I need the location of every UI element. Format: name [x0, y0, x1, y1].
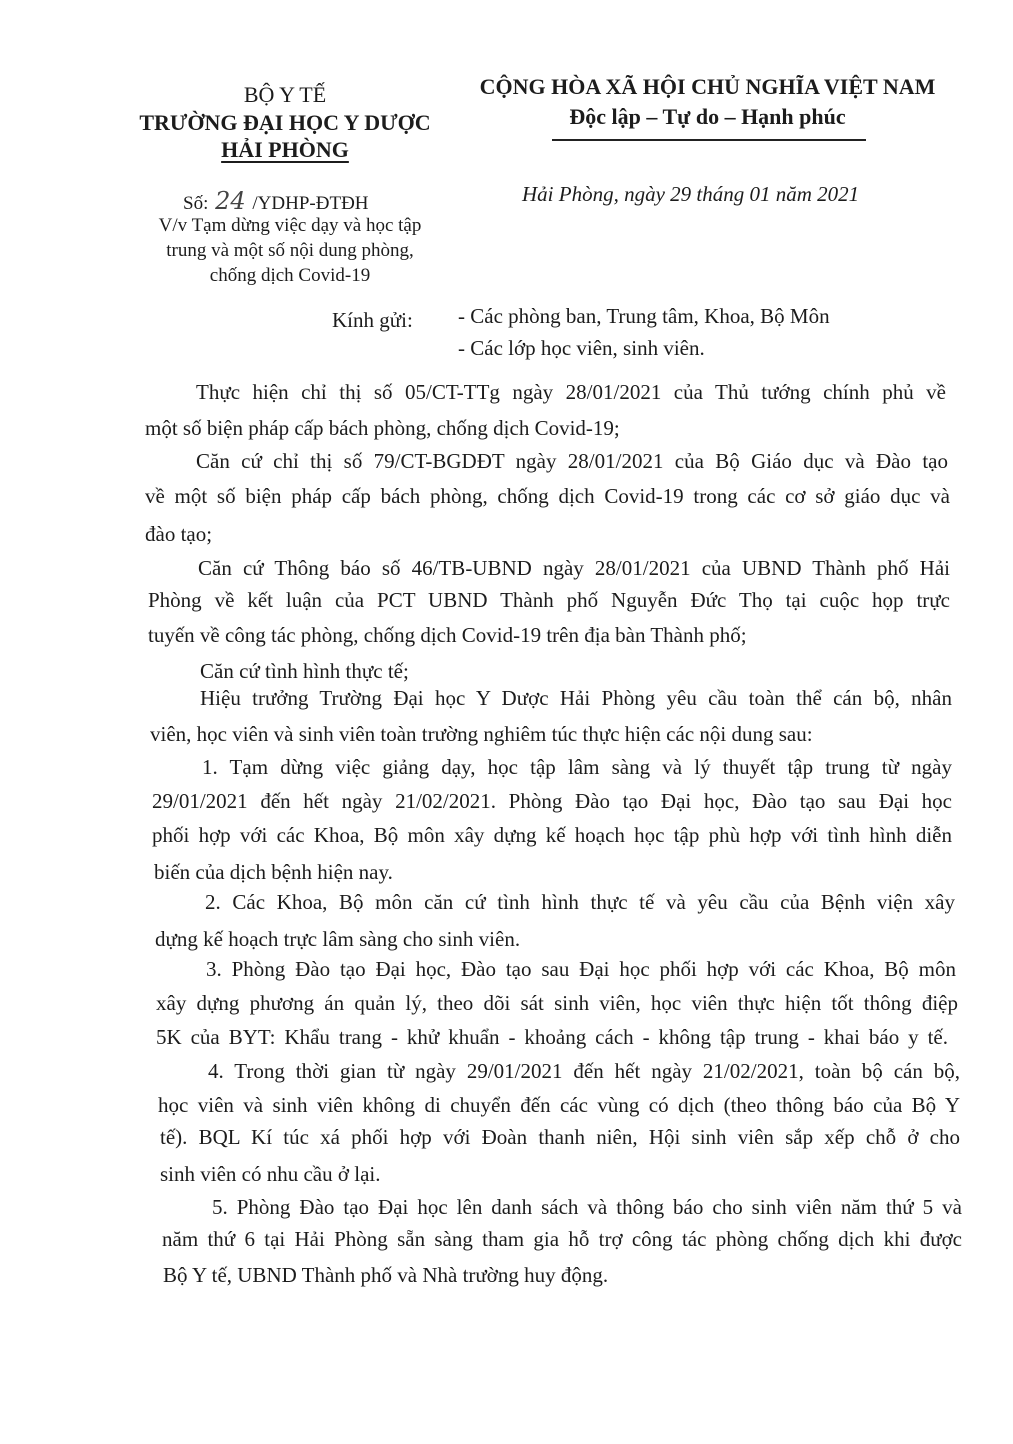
recipients-label: Kính gửi:: [332, 308, 413, 332]
body-line: Căn cứ tình hình thực tế;: [200, 659, 409, 683]
body-line: 1. Tạm dừng việc giảng dạy, học tập lâm sàng và lý thuyết tập trung từ ngày: [202, 755, 952, 779]
subject-line: V/v Tạm dừng việc dạy và học tập: [158, 215, 422, 236]
body-line: 2. Các Khoa, Bộ môn căn cứ tình hình thực tế và yêu cầu của Bệnh viện xây: [205, 890, 955, 914]
body-line: Thực hiện chỉ thị số 05/CT-TTg ngày 28/01/2021 của Thủ tướng chính phủ về: [196, 380, 946, 404]
number-handwritten: 24: [215, 187, 246, 215]
body-line: Hiệu trưởng Trường Đại học Y Dược Hải Phòng yêu cầu toàn thể cán bộ, nhân: [200, 686, 952, 710]
subject-line: chống dịch Covid-19: [209, 265, 371, 286]
body-line: tế). BQL Kí túc xá phối hợp với Đoàn thanh niên, Hội sinh viên sắp xếp chỗ ở cho: [160, 1125, 960, 1149]
recipient-item: - Các lớp học viên, sinh viên.: [458, 336, 705, 360]
body-line: viên, học viên và sinh viên toàn trường nghiêm túc thực hiện các nội dung sau:: [150, 722, 813, 746]
number-prefix: Số:: [183, 193, 209, 214]
ministry-name: BỘ Y TẾ: [243, 82, 327, 107]
body-line: biến của dịch bệnh hiện nay.: [154, 860, 393, 884]
body-line: năm thứ 6 tại Hải Phòng sẵn sàng tham gia hỗ trợ công tác phòng chống dịch khi được: [162, 1227, 962, 1251]
university-name-line2: HẢI PHÒNG: [221, 137, 349, 162]
body-line: một số biện pháp cấp bách phòng, chống dịch Covid-19;: [145, 416, 620, 440]
subject-line: trung và một số nội dung phòng,: [166, 240, 414, 261]
recipient-item: - Các phòng ban, Trung tâm, Khoa, Bộ Môn: [458, 304, 830, 328]
body-line: Căn cứ chỉ thị số 79/CT-BGDĐT ngày 28/01/2021 của Bộ Giáo dục và Đào tạo: [196, 449, 948, 473]
body-line: sinh viên có nhu cầu ở lại.: [160, 1162, 381, 1186]
body-line: 29/01/2021 đến hết ngày 21/02/2021. Phòng Đào tạo Đại học, Đào tạo sau Đại học: [152, 789, 952, 813]
body-line: dựng kế hoạch trực lâm sàng cho sinh viên.: [155, 927, 521, 951]
university-name-line1: TRƯỜNG ĐẠI HỌC Y DƯỢC: [139, 110, 431, 135]
recipients-list: [458, 300, 830, 364]
subject: [120, 213, 460, 288]
body-line: 5K của BYT: Khẩu trang - khử khuẩn - khoảng cách - không tập trung - khai báo y tế.: [156, 1025, 948, 1049]
body-line: 5. Phòng Đào tạo Đại học lên danh sách và thông báo cho sinh viên năm thứ 5 và: [212, 1195, 962, 1219]
body-line: Căn cứ Thông báo số 46/TB-UBND ngày 28/01/2021 của UBND Thành phố Hải: [198, 556, 950, 580]
body-line: xây dựng phương án quản lý, theo dõi sát sinh viên, học viên thực hiện tốt thông điệp: [156, 991, 958, 1015]
body-line: 4. Trong thời gian từ ngày 29/01/2021 đến hết ngày 21/02/2021, toàn bộ cán bộ,: [208, 1059, 960, 1083]
body-line: về một số biện pháp cấp bách phòng, chống dịch Covid-19 trong các cơ sở giáo dục và: [145, 484, 950, 508]
document-number: [183, 187, 369, 215]
body-line: 3. Phòng Đào tạo Đại học, Đào tạo sau Đại học phối hợp với các Khoa, Bộ môn: [206, 957, 956, 981]
body-line: Bộ Y tế, UBND Thành phố và Nhà trường huy động.: [163, 1263, 609, 1287]
motto-underline: [552, 139, 866, 141]
body-line: đào tạo;: [145, 522, 213, 546]
body-line: phối hợp với các Khoa, Bộ môn xây dựng kế hoạch học tập phù hợp với tình hình diễn: [152, 823, 952, 847]
body-line: học viên và sinh viên không di chuyển đến các vùng có dịch (theo thông báo của Bộ Y: [158, 1093, 960, 1117]
country-name: CỘNG HÒA XÃ HỘI CHỦ NGHĨA VIỆT NAM: [479, 74, 936, 99]
body-line: Phòng về kết luận của PCT UBND Thành phố Nguyễn Đức Thọ tại cuộc họp trực: [148, 588, 950, 612]
body-line: tuyến về công tác phòng, chống dịch Covid-19 trên địa bàn Thành phố;: [148, 623, 747, 647]
place-date: Hải Phòng, ngày 29 tháng 01 năm 2021: [522, 182, 860, 206]
number-suffix: /YDHP-ĐTĐH: [252, 193, 369, 214]
national-motto: Độc lập – Tự do – Hạnh phúc: [569, 104, 846, 129]
